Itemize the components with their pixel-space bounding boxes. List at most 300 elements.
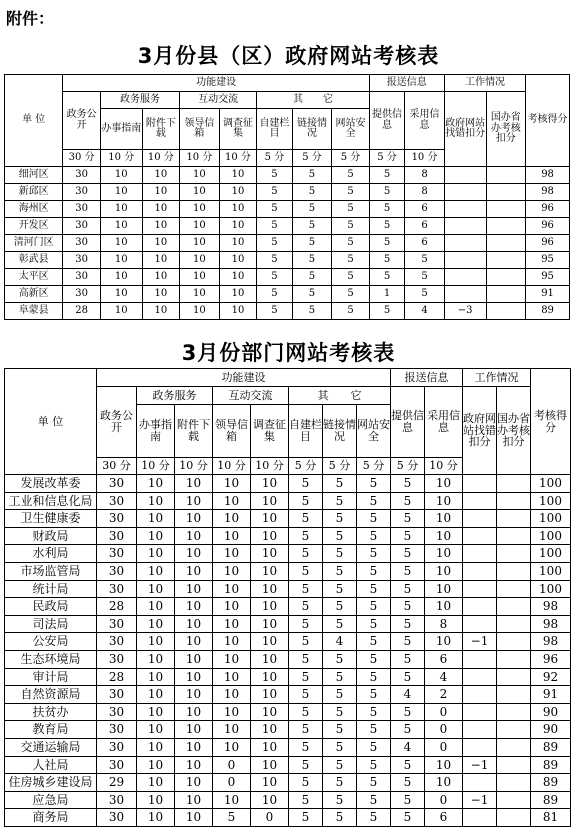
value-cell: 10	[251, 791, 289, 809]
value-cell: 10	[251, 510, 289, 528]
points-cell: 10 分	[180, 150, 220, 167]
value-cell: 30	[97, 721, 137, 739]
score-cell: 96	[526, 235, 570, 252]
table-row	[5, 721, 571, 739]
value-cell: 10	[213, 686, 251, 704]
table-row	[5, 809, 571, 827]
value-cell: 28	[97, 668, 137, 686]
value-cell: 10	[425, 562, 463, 580]
score-cell: 91	[526, 286, 570, 303]
guide-header: 办事指南	[137, 405, 175, 458]
value-cell	[497, 809, 531, 827]
value-cell: 30	[97, 756, 137, 774]
score-cell: 100	[531, 527, 571, 545]
value-cell: 8	[405, 184, 445, 201]
value-cell: 0	[251, 809, 289, 827]
value-cell: 5	[323, 774, 357, 792]
value-cell	[486, 252, 526, 269]
value-cell: 5	[391, 756, 425, 774]
value-cell: 30	[97, 738, 137, 756]
table-row	[5, 703, 571, 721]
value-cell: 5	[391, 580, 425, 598]
value-cell: 5	[323, 598, 357, 616]
value-cell: 30	[63, 269, 101, 286]
value-cell: 10	[251, 598, 289, 616]
value-cell: 4	[405, 303, 445, 320]
value-cell	[444, 286, 486, 303]
value-cell: 10	[213, 492, 251, 510]
value-cell: 5	[357, 475, 391, 493]
value-cell: 10	[100, 218, 142, 235]
self-built-header: 自建栏目	[289, 405, 323, 458]
value-cell	[444, 269, 486, 286]
score-cell: 98	[526, 184, 570, 201]
value-cell: 0	[425, 721, 463, 739]
gov-service-header: 政务服务	[137, 387, 213, 405]
value-cell	[497, 580, 531, 598]
table-row	[5, 286, 570, 303]
value-cell	[444, 235, 486, 252]
value-cell: 0	[425, 738, 463, 756]
security-header: 网站安全	[332, 109, 370, 150]
value-cell: 5	[357, 668, 391, 686]
value-cell: 5	[323, 738, 357, 756]
value-cell: 10	[219, 184, 257, 201]
value-cell: 30	[97, 615, 137, 633]
unit-name-cell: 教育局	[5, 721, 97, 739]
value-cell	[497, 774, 531, 792]
value-cell: 5	[369, 235, 404, 252]
value-cell: 10	[175, 809, 213, 827]
value-cell	[463, 580, 497, 598]
value-cell: 10	[100, 184, 142, 201]
value-cell: 5	[257, 167, 292, 184]
value-cell	[444, 218, 486, 235]
value-cell: 5	[391, 562, 425, 580]
value-cell: 10	[425, 475, 463, 493]
points-cell: 10 分	[219, 150, 257, 167]
value-cell: 10	[100, 252, 142, 269]
value-cell: 5	[289, 774, 323, 792]
value-cell: 10	[425, 774, 463, 792]
value-cell: 5	[289, 598, 323, 616]
value-cell: 5	[357, 527, 391, 545]
table-row	[5, 492, 571, 510]
table-row	[5, 252, 570, 269]
value-cell: 5	[323, 721, 357, 739]
value-cell: 5	[357, 545, 391, 563]
value-cell: 10	[251, 545, 289, 563]
value-cell: 10	[142, 303, 180, 320]
department-website-assessment-table	[4, 368, 571, 827]
value-cell: 5	[357, 633, 391, 651]
value-cell: 10	[175, 527, 213, 545]
unit-name-cell: 清河门区	[5, 235, 63, 252]
unit-name-cell: 卫生健康委	[5, 510, 97, 528]
points-cell: 5 分	[357, 458, 391, 475]
unit-name-cell: 交通运输局	[5, 738, 97, 756]
table-row	[5, 598, 571, 616]
value-cell	[463, 738, 497, 756]
value-cell: 6	[405, 201, 445, 218]
value-cell: 5	[369, 218, 404, 235]
unit-name-cell: 人社局	[5, 756, 97, 774]
value-cell: 10	[251, 721, 289, 739]
value-cell	[463, 475, 497, 493]
value-cell	[444, 167, 486, 184]
value-cell: 5	[289, 686, 323, 704]
value-cell: 5	[323, 510, 357, 528]
table-row	[5, 167, 570, 184]
value-cell: 5	[357, 738, 391, 756]
points-cell: 10 分	[405, 150, 445, 167]
value-cell: 10	[180, 184, 220, 201]
value-cell	[497, 545, 531, 563]
value-cell: 0	[425, 703, 463, 721]
value-cell: 5	[289, 809, 323, 827]
table-row	[5, 545, 571, 563]
score-cell: 89	[531, 756, 571, 774]
county-table-title: 3月份县（区）政府网站考核表	[137, 44, 440, 68]
value-cell	[497, 756, 531, 774]
value-cell: 10	[137, 598, 175, 616]
unit-name-cell: 应急局	[5, 791, 97, 809]
value-cell: 5	[391, 527, 425, 545]
value-cell	[497, 633, 531, 651]
points-cell: 5 分	[292, 150, 332, 167]
value-cell	[463, 527, 497, 545]
value-cell	[497, 791, 531, 809]
points-cell: 10 分	[175, 458, 213, 475]
value-cell: 10	[137, 615, 175, 633]
work-status-header: 工作情况	[463, 369, 531, 387]
value-cell: 10	[213, 738, 251, 756]
points-cell: 30 分	[63, 150, 101, 167]
value-cell: 5	[332, 303, 370, 320]
value-cell	[463, 615, 497, 633]
provide-info-header: 提供信息	[391, 387, 425, 458]
value-cell: 10	[142, 184, 180, 201]
unit-name-cell: 住房城乡建设局	[5, 774, 97, 792]
value-cell: 10	[175, 510, 213, 528]
provide-info-header: 提供信息	[369, 92, 404, 150]
unit-name-cell: 公安局	[5, 633, 97, 651]
value-cell: 10	[251, 774, 289, 792]
table-row	[5, 738, 571, 756]
score-header: 考核得分	[526, 75, 570, 167]
value-cell: 5	[257, 184, 292, 201]
value-cell: 5	[357, 686, 391, 704]
value-cell: 10	[219, 286, 257, 303]
value-cell: 10	[180, 201, 220, 218]
value-cell: 5	[357, 598, 391, 616]
value-cell: 5	[289, 545, 323, 563]
value-cell: 10	[213, 475, 251, 493]
value-cell	[463, 492, 497, 510]
value-cell: 5	[332, 201, 370, 218]
value-cell: 0	[213, 774, 251, 792]
value-cell: 10	[213, 650, 251, 668]
value-cell: −3	[444, 303, 486, 320]
value-cell: 10	[213, 791, 251, 809]
value-cell: 0	[425, 791, 463, 809]
value-cell: 10	[137, 756, 175, 774]
value-cell: 10	[425, 527, 463, 545]
value-cell: 10	[175, 774, 213, 792]
value-cell: 10	[175, 686, 213, 704]
value-cell: 10	[251, 615, 289, 633]
value-cell: 5	[257, 269, 292, 286]
value-cell: 5	[323, 580, 357, 598]
value-cell: 10	[100, 286, 142, 303]
table-row	[5, 527, 571, 545]
value-cell: 30	[97, 510, 137, 528]
value-cell: 5	[391, 598, 425, 616]
points-cell: 5 分	[332, 150, 370, 167]
value-cell: 5	[369, 252, 404, 269]
value-cell: 5	[357, 510, 391, 528]
department-table-title: 3月份部门网站考核表	[181, 341, 396, 365]
value-cell: 5	[289, 738, 323, 756]
value-cell: 5	[289, 475, 323, 493]
table-row	[5, 774, 571, 792]
value-cell: 5	[369, 201, 404, 218]
points-cell: 5 分	[369, 150, 404, 167]
gov-open-header: 政务公开	[63, 92, 101, 150]
value-cell: 10	[137, 580, 175, 598]
points-cell: 5 分	[391, 458, 425, 475]
value-cell: 5	[369, 167, 404, 184]
value-cell: 30	[63, 235, 101, 252]
guide-header: 办事指南	[100, 109, 142, 150]
table-row	[5, 633, 571, 651]
score-cell: 89	[526, 303, 570, 320]
value-cell: 10	[219, 201, 257, 218]
value-cell: 28	[63, 303, 101, 320]
value-cell: 5	[391, 668, 425, 686]
value-cell: 1	[369, 286, 404, 303]
value-cell: 10	[251, 686, 289, 704]
score-cell: 100	[531, 545, 571, 563]
value-cell: 10	[213, 721, 251, 739]
value-cell	[444, 184, 486, 201]
value-cell: 10	[137, 791, 175, 809]
value-cell: 5	[391, 633, 425, 651]
value-cell: 10	[175, 721, 213, 739]
score-cell: 100	[531, 510, 571, 528]
value-cell: 5	[405, 269, 445, 286]
value-cell: 5	[357, 809, 391, 827]
table-row	[5, 184, 570, 201]
value-cell: 5	[323, 545, 357, 563]
table-row	[5, 510, 571, 528]
score-cell: 98	[526, 167, 570, 184]
value-cell: 10	[213, 510, 251, 528]
value-cell: 5	[323, 615, 357, 633]
value-cell: 10	[142, 286, 180, 303]
security-header: 网站安全	[357, 405, 391, 458]
value-cell	[486, 235, 526, 252]
value-cell	[486, 269, 526, 286]
value-cell: 5	[323, 668, 357, 686]
value-cell: 8	[405, 167, 445, 184]
value-cell	[444, 252, 486, 269]
value-cell	[497, 615, 531, 633]
value-cell: 10	[137, 475, 175, 493]
value-cell: 30	[97, 492, 137, 510]
value-cell: 5	[357, 721, 391, 739]
value-cell: 5	[357, 756, 391, 774]
value-cell: 10	[219, 235, 257, 252]
value-cell: 5	[289, 527, 323, 545]
value-cell: 10	[213, 527, 251, 545]
attachment-download-header: 附件下载	[175, 405, 213, 458]
value-cell: 10	[213, 633, 251, 651]
value-cell: 10	[219, 303, 257, 320]
report-info-header: 报送信息	[391, 369, 463, 387]
value-cell: 5	[369, 184, 404, 201]
value-cell	[497, 650, 531, 668]
value-cell: 10	[137, 492, 175, 510]
value-cell: 10	[137, 686, 175, 704]
value-cell: 5	[391, 774, 425, 792]
score-cell: 100	[531, 475, 571, 493]
value-cell: 10	[425, 510, 463, 528]
unit-name-cell: 生态环境局	[5, 650, 97, 668]
score-cell: 100	[531, 580, 571, 598]
value-cell: 5	[323, 809, 357, 827]
value-cell: 6	[425, 809, 463, 827]
value-cell: 10	[219, 269, 257, 286]
table-row	[5, 615, 571, 633]
value-cell: 5	[289, 562, 323, 580]
score-cell: 100	[531, 562, 571, 580]
value-cell: 10	[100, 303, 142, 320]
unit-name-cell: 细河区	[5, 167, 63, 184]
value-cell: 10	[175, 475, 213, 493]
points-cell: 10 分	[137, 458, 175, 475]
value-cell: 10	[175, 756, 213, 774]
value-cell: 30	[97, 703, 137, 721]
score-cell: 98	[531, 598, 571, 616]
value-cell	[497, 562, 531, 580]
value-cell	[463, 545, 497, 563]
value-cell: 30	[63, 252, 101, 269]
unit-name-cell: 市场监管局	[5, 562, 97, 580]
value-cell: 10	[100, 269, 142, 286]
score-cell: 89	[531, 774, 571, 792]
value-cell: 10	[142, 218, 180, 235]
value-cell: 10	[251, 492, 289, 510]
score-cell: 81	[531, 809, 571, 827]
value-cell: 10	[425, 756, 463, 774]
value-cell	[463, 774, 497, 792]
gov-error-deduct-header: 政府网站找错扣分	[463, 387, 497, 475]
value-cell: 5	[332, 286, 370, 303]
value-cell: 10	[142, 201, 180, 218]
value-cell: 5	[292, 269, 332, 286]
value-cell: 10	[137, 527, 175, 545]
value-cell: 5	[292, 235, 332, 252]
value-cell: 10	[251, 738, 289, 756]
value-cell: 5	[332, 184, 370, 201]
value-cell: 10	[137, 774, 175, 792]
value-cell: 10	[137, 703, 175, 721]
value-cell	[497, 492, 531, 510]
table-row	[5, 650, 571, 668]
value-cell: 5	[357, 650, 391, 668]
value-cell: 5	[391, 703, 425, 721]
value-cell: 10	[137, 545, 175, 563]
value-cell: 5	[391, 615, 425, 633]
gov-open-header: 政务公开	[97, 387, 137, 458]
points-cell: 5 分	[289, 458, 323, 475]
value-cell	[497, 686, 531, 704]
value-cell: 10	[175, 791, 213, 809]
value-cell: 4	[391, 686, 425, 704]
value-cell: 10	[180, 286, 220, 303]
score-cell: 100	[531, 492, 571, 510]
value-cell: 5	[289, 650, 323, 668]
score-cell: 96	[526, 201, 570, 218]
value-cell: 10	[213, 668, 251, 686]
value-cell: 10	[425, 492, 463, 510]
unit-name-cell: 工业和信息化局	[5, 492, 97, 510]
value-cell: 29	[97, 774, 137, 792]
value-cell: 10	[137, 809, 175, 827]
value-cell: 10	[137, 738, 175, 756]
value-cell	[463, 686, 497, 704]
value-cell	[486, 167, 526, 184]
other-header: 其 它	[289, 387, 391, 405]
value-cell: 10	[142, 167, 180, 184]
value-cell	[463, 598, 497, 616]
value-cell	[463, 721, 497, 739]
value-cell: 30	[97, 545, 137, 563]
value-cell: 10	[100, 235, 142, 252]
value-cell: 5	[289, 791, 323, 809]
value-cell	[497, 738, 531, 756]
value-cell: 5	[257, 286, 292, 303]
value-cell: 30	[97, 633, 137, 651]
value-cell: 30	[97, 686, 137, 704]
unit-name-cell: 开发区	[5, 218, 63, 235]
value-cell: 5	[289, 721, 323, 739]
leader-mailbox-header: 领导信箱	[180, 109, 220, 150]
value-cell	[463, 668, 497, 686]
value-cell	[497, 475, 531, 493]
value-cell: 10	[180, 235, 220, 252]
table-row	[5, 269, 570, 286]
points-cell: 5 分	[257, 150, 292, 167]
value-cell: 5	[332, 269, 370, 286]
value-cell	[463, 562, 497, 580]
value-cell: 10	[175, 580, 213, 598]
value-cell: 5	[357, 791, 391, 809]
value-cell: 10	[175, 650, 213, 668]
points-cell: 5 分	[323, 458, 357, 475]
value-cell: 5	[257, 235, 292, 252]
value-cell: 5	[391, 791, 425, 809]
value-cell: 10	[175, 668, 213, 686]
value-cell: 10	[175, 598, 213, 616]
points-cell: 30 分	[97, 458, 137, 475]
value-cell: 10	[175, 615, 213, 633]
table-row	[5, 475, 571, 493]
self-built-header: 自建栏目	[257, 109, 292, 150]
value-cell: 5	[213, 809, 251, 827]
gov-service-header: 政务服务	[100, 92, 179, 109]
